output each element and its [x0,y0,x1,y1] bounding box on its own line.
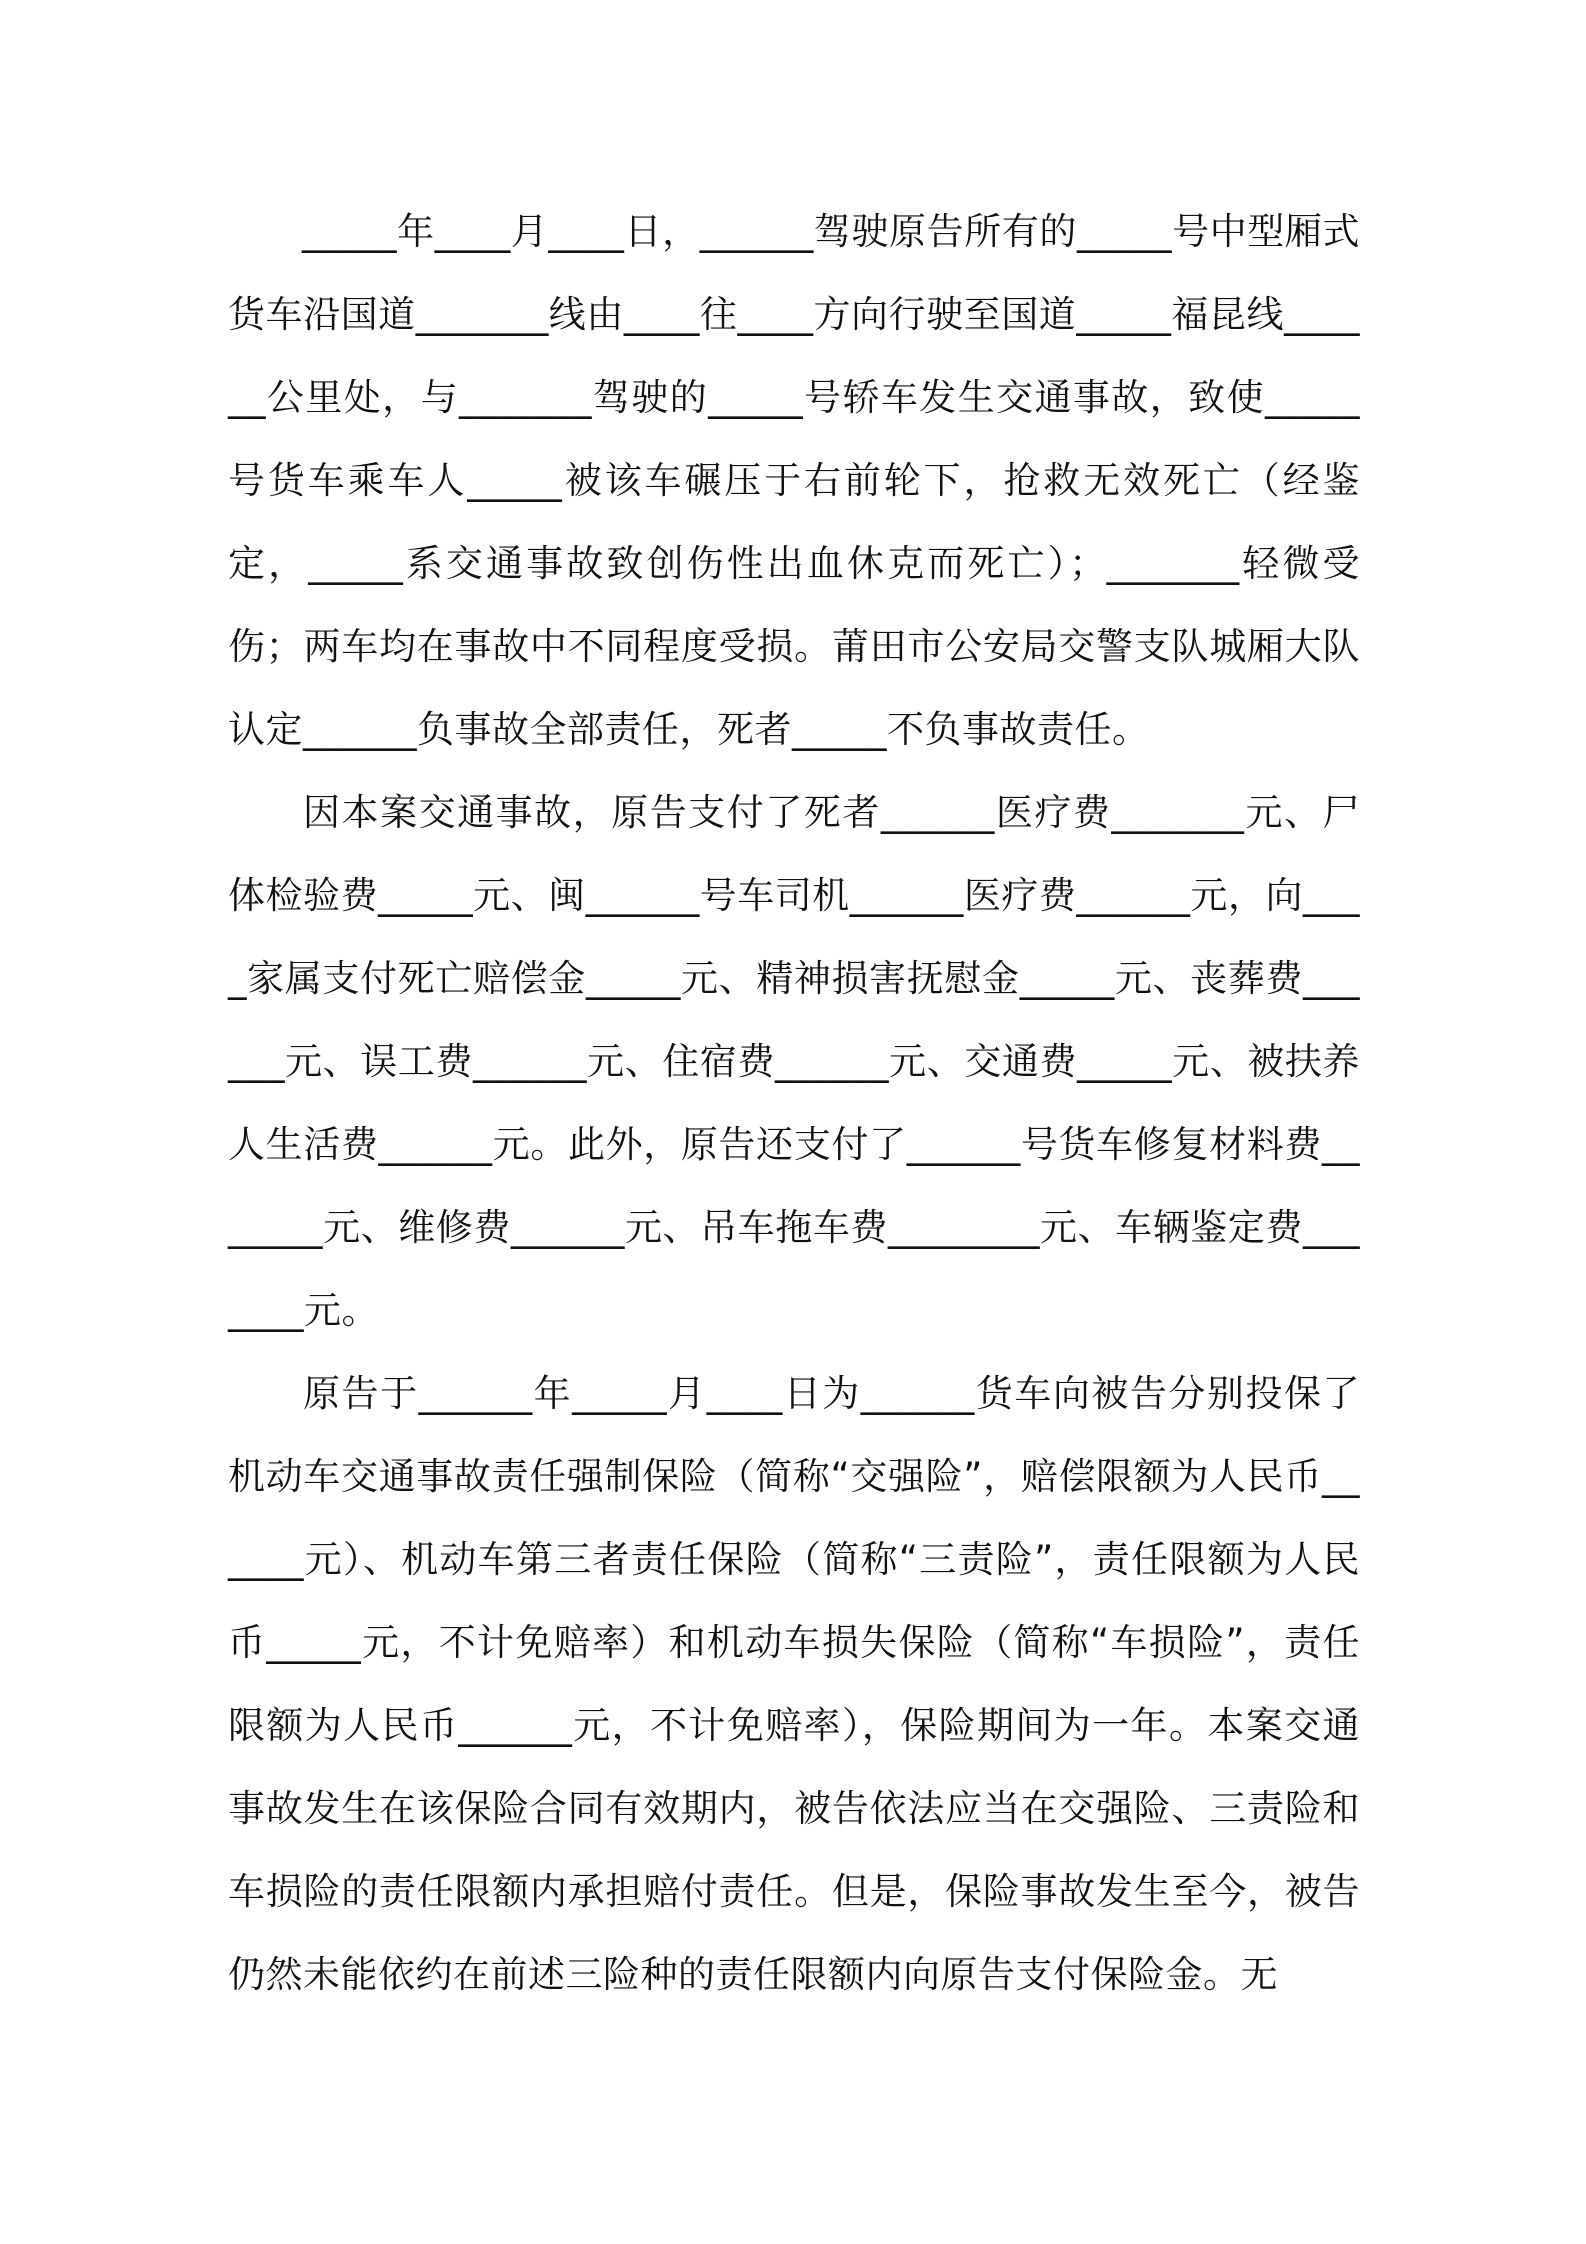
paragraph-expenses [228,771,1360,1352]
paragraph-text: 因本案交通事故，原告支付了死者______医疗费_______元、尸体检验费_____元、闽______号车司机______医疗费______元，向____家属支付死亡赔偿金_____元、精神损害抚慰金_____元、丧葬费______元、误工费______元、住宿费______元、交通费_____元、被扶养人生活费______元。此外，原告还支付了______号货车修复材料费_______元、维修费______元、吊车拖车费________元、车辆鉴定费_______元。 [228,791,1360,1332]
paragraph-text: 原告于______年_____月____日为______货车向被告分别投保了机动车交通事故责任强制保险（简称“交强险”，赔偿限额为人民币______元）、机动车第三者责任保险（简称“三责险”，责任限额为人民币_____元，不计免赔率）和机动车损失保险（简称“车损险”，责任限额为人民币______元，不计免赔率），保险期间为一年。本案交通事故发生在该保险合同有效期内，被告依法应当在交强险、三责险和车损险的责任限额内承担赔付责任。但是，保险事故发生至今，被告仍然未能依约在前述三险种的责任限额内向原告支付保险金。无 [228,1372,1360,1996]
paragraph-insurance [228,1352,1360,2016]
paragraph-accident-facts [228,190,1360,771]
paragraph-text: _____年____月____日，______驾驶原告所有的_____号中型厢式货车沿国道_______线由____往____方向行驶至国道_____福昆线______公里处，与_______驾驶的_____号轿车发生交通事故，致使_____号货车乘车人_____被该车碾压于右前轮下，抢救无效死亡（经鉴定，_____系交通事故致创伤性出血休克而死亡）；_______轻微受伤；两车均在事故中不同程度受损。莆田市公安局交警支队城厢大队认定______负事故全部责任，死者_____不负事故责任。 [228,210,1360,751]
document-body [228,190,1360,2016]
